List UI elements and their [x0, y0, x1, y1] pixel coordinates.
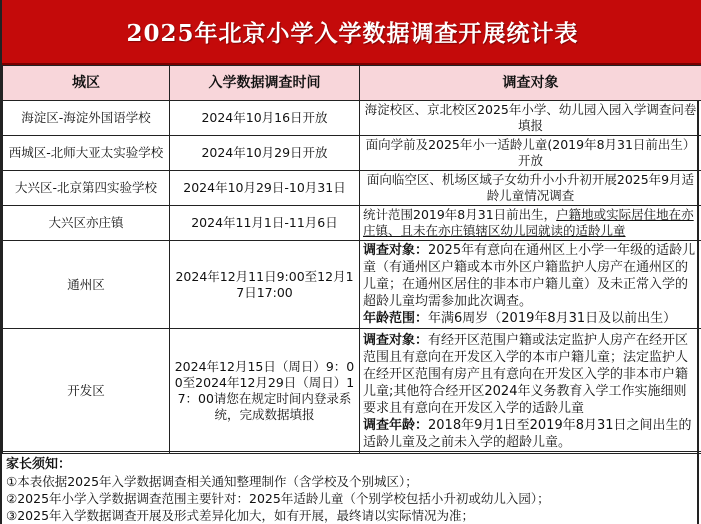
district-cell: 大兴区亦庄镇	[3, 206, 170, 241]
time-cell: 2024年11月1日-11月6日	[170, 206, 360, 241]
target-text: 2025年有意向在通州区上小学一年级的适龄儿童（有通州区户籍或本市外区户籍监护人房产在通州区的儿童；在通州区居住的非本市户籍儿童）及未正常入学的超龄儿童均需参加此次调查。	[363, 243, 696, 309]
target-label: 调查对象：	[363, 332, 429, 348]
table-header-row	[3, 66, 701, 101]
table-row	[3, 101, 701, 136]
time-cell: 2024年10月29日-10月31日	[170, 171, 360, 206]
target-cell	[360, 329, 701, 454]
time-cell: 2024年10月16日开放	[170, 101, 360, 136]
survey-table	[2, 65, 701, 454]
note-item: ③2025年入学数据调查开展及形式差异化加大，如有开展，最终请以实际情况为准；	[6, 508, 475, 523]
parent-notes	[2, 451, 701, 524]
district-cell: 西城区-北师大亚太实验学校	[3, 136, 170, 171]
column-header-target: 调查对象	[360, 66, 701, 101]
target-label: 调查对象：	[363, 243, 429, 258]
age-text: 2018年9月1日至2019年8月31日之间出生的适龄儿童及之前未入学的超龄儿童。	[363, 417, 692, 450]
time-cell: 2024年12月11日9:00至12月17日17:00	[170, 241, 360, 329]
time-cell: 2024年10月29日开放	[170, 136, 360, 171]
target-cell: 面向学前及2025年小一适龄儿童(2019年8月31日前出生）开放	[360, 136, 701, 171]
district-cell: 开发区	[3, 329, 170, 454]
table-row	[3, 136, 701, 171]
time-cell: 2024年12月15日（周日）9：00至2024年12月29日（周日）17：00请您在规定时间内登录系统，完成数据填报	[170, 329, 360, 454]
table-row	[3, 241, 701, 329]
age-label: 调查年龄：	[363, 417, 429, 433]
age-range-text: 年满6周岁（2019年8月31日及以前出生）	[428, 311, 677, 326]
age-range-label: 年龄范围：	[363, 311, 429, 326]
target-cell: 海淀校区、京北校区2025年小学、幼儿园入园入学调查问卷填报	[360, 101, 701, 136]
table-row	[3, 171, 701, 206]
table-row	[3, 206, 701, 241]
page-title: 2025年北京小学入学数据调查开展统计表	[126, 20, 579, 47]
title-bar	[2, 0, 701, 65]
district-cell: 海淀区-海淀外国语学校	[3, 101, 170, 136]
target-cell	[360, 241, 701, 329]
notes-heading: 家长须知：	[6, 457, 72, 472]
note-item: ①本表依据2025年入学数据调查相关通知整理制作（含学校及个别城区）；	[6, 474, 418, 489]
note-item: ②2025年小学入学数据调查范围主要针对：2025年适龄儿童（个别学校包括小升初或幼儿入园）；	[6, 491, 550, 506]
district-cell: 大兴区-北京第四实验学校	[3, 171, 170, 206]
column-header-district: 城区	[3, 66, 170, 101]
target-plain-text: 统计范围2019年8月31日前出生，	[363, 207, 557, 222]
target-text: 有经开区范围户籍或法定监护人房产在经开区范围且有意向在开发区入学的本市户籍儿童；法定监护人在经开区范围有房产且有意向在开发区入学的非本市户籍儿童;其他符合经开区2024年义务教育入学工作实施细则要求且有意向在开发区入学的适龄儿童	[363, 332, 689, 416]
district-cell: 通州区	[3, 241, 170, 329]
table-row	[3, 329, 701, 454]
target-underlined-text: 户籍地或实际居住地在亦庄镇、且未在亦庄镇辖区幼儿园就读的适龄儿童	[363, 207, 694, 238]
target-cell	[360, 206, 701, 241]
target-cell: 面向临空区、机场区域子女幼升小小升初开展2025年9月适龄儿童情况调查	[360, 171, 701, 206]
column-header-time: 入学数据调查时间	[170, 66, 360, 101]
